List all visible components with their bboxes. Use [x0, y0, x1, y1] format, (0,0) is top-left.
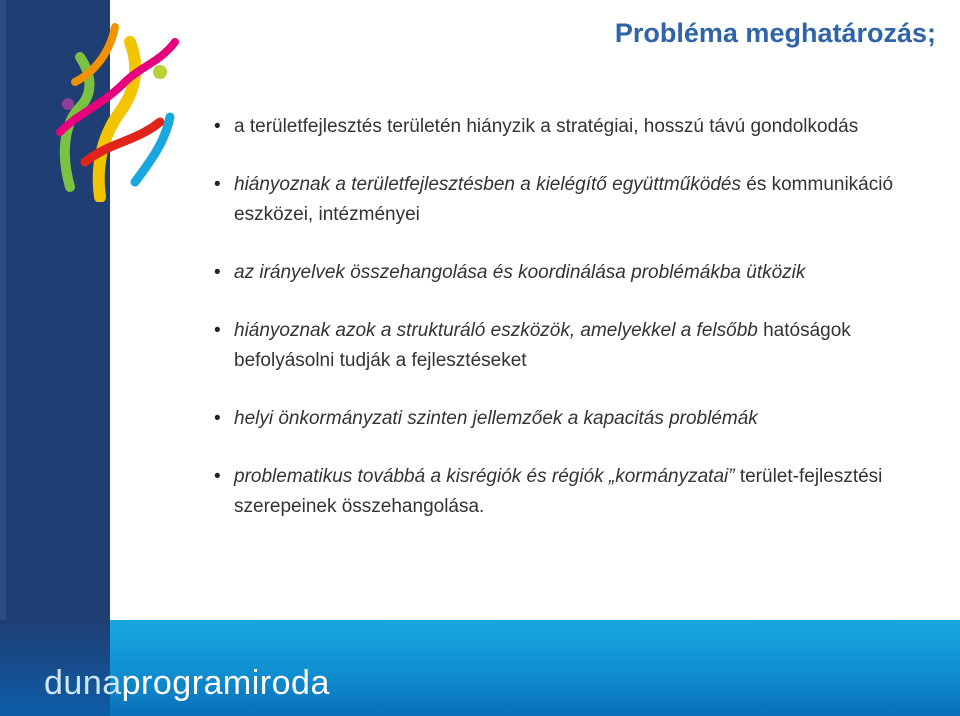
bullet-text: hatóságok befolyásolni tudják a fejlesztéseket	[234, 320, 851, 371]
slide-title: Probléma meghatározás;	[614, 18, 936, 48]
bullet-text: a területfejlesztés területén hiányzik a stratégiai, hosszú távú gondolkodás	[234, 116, 859, 137]
brand-wordmark	[44, 664, 330, 703]
bullet-item	[214, 258, 934, 288]
bullet-glyph: •	[214, 408, 221, 429]
bullet-text-italic: hiányoznak azok a strukturáló eszközök, amelyekkel a felsőbb	[234, 320, 758, 341]
bullet-glyph: •	[214, 174, 221, 195]
bullet-glyph: •	[214, 116, 221, 137]
bullet-item	[214, 462, 934, 522]
brand-part-programiroda: programiroda	[121, 664, 330, 702]
bullet-text: és kommunikáció eszközei, intézményei	[234, 174, 894, 225]
bullet-glyph: •	[214, 466, 221, 487]
logo-dot-lime	[153, 65, 167, 79]
bullet-text-italic: problematikus továbbá a kisrégiók és régiók „kormányzatai”	[234, 466, 735, 487]
bullet-text: terület-fejlesztési szerepeinek összehangolása.	[234, 466, 883, 517]
bullet-text: helyi önkormányzati szinten jellemzőek a kapacitás problémák	[234, 408, 758, 429]
bullet-text-italic: hiányoznak a területfejlesztésben a kielégítő együttműködés	[234, 174, 741, 195]
brand-part-duna: duna	[44, 664, 122, 702]
logo-stroke-yellow	[99, 42, 136, 197]
bullet-glyph: •	[214, 262, 221, 283]
bullet-item	[214, 112, 934, 142]
colorful-logo-art	[40, 12, 190, 202]
bullet-item	[214, 404, 934, 434]
bullet-item	[214, 170, 934, 230]
bullet-glyph: •	[214, 320, 221, 341]
sidebar-edge	[0, 0, 6, 716]
bullet-item	[214, 316, 934, 376]
logo-dot-violet	[62, 98, 74, 110]
bullet-list	[214, 112, 934, 550]
bullet-text: az irányelvek összehangolása és koordinálása problémákba ütközik	[234, 262, 806, 283]
